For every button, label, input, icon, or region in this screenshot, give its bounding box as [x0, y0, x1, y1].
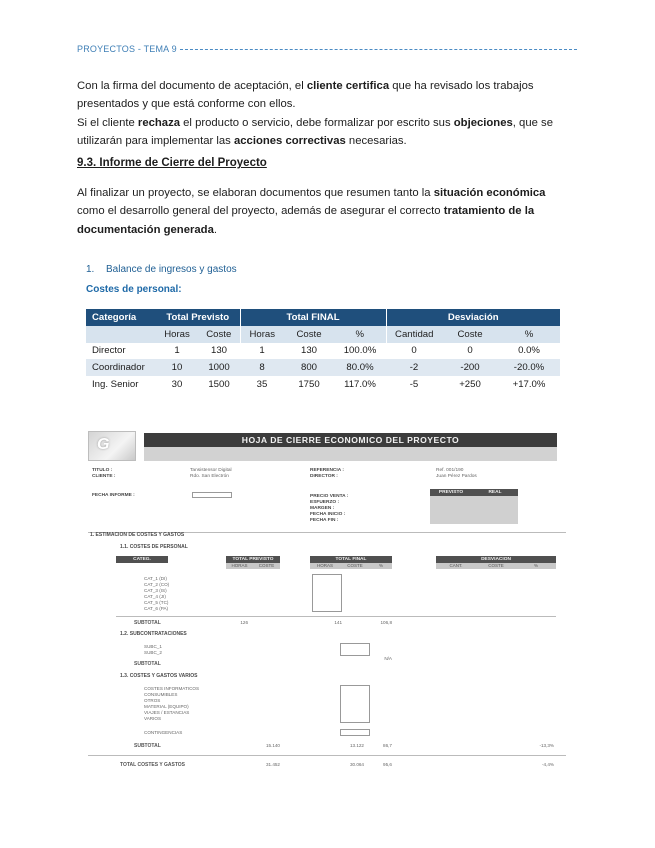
company-logo-icon	[88, 431, 136, 461]
cell-dev-qty: -2	[386, 359, 442, 376]
sheet-col-header: CATEG.	[116, 556, 168, 563]
table-row	[86, 359, 560, 376]
cell-dev-qty: 0	[411, 345, 417, 357]
sheet-total-label: TOTAL COSTES Y GASTOS	[120, 762, 186, 768]
personal-costs-table	[86, 309, 560, 392]
cell-final-pct: 117.0%	[344, 378, 376, 390]
intro-text: necesarias.	[345, 134, 407, 147]
sheet-number: 141	[334, 620, 342, 625]
field-label: REFERENCIA :	[310, 468, 344, 473]
cell-dev-qty: -5	[409, 378, 419, 390]
scanned-closing-sheet	[86, 428, 569, 776]
sheet-row-label: CONTINGENCIAS	[144, 730, 183, 735]
subcol-dev-qty: Cantidad	[386, 326, 442, 343]
header-label: PROYECTOS - TEMA 9	[77, 44, 177, 54]
table-row	[86, 376, 560, 393]
sheet-entry-box	[312, 574, 342, 612]
cell-category: Coordinador	[86, 359, 156, 376]
intro-text: Si el cliente	[77, 116, 138, 129]
sheet-number: -13,3%	[539, 743, 554, 748]
intro-bold: objeciones	[453, 116, 513, 129]
sheet-number: 86,7	[383, 743, 392, 748]
intro-bold: cliente certifica	[306, 80, 390, 92]
cell-final-hours: 8	[240, 359, 284, 376]
costs-label: Costes de personal:	[86, 284, 182, 295]
field-label: MARGEN :	[310, 506, 335, 511]
subcol-planned-cost: Coste	[198, 326, 240, 343]
date-box	[192, 492, 232, 498]
sheet-subcol-header: %	[370, 563, 392, 569]
sheet-number: 15.140	[265, 743, 280, 748]
sheet-subcol-header: HORAS	[226, 563, 253, 569]
cell-final-hours: 35	[256, 378, 268, 390]
cell-final-pct: 100.0%	[343, 345, 377, 357]
sheet-row-label: VIAJES / ESTANCIAS	[144, 710, 190, 715]
field-value: Juan Pérez Pardos	[436, 474, 477, 479]
sheet-title: HOJA DE CIERRE ECONOMICO DEL PROYECTO	[144, 433, 557, 447]
intro-text: el producto o servicio, debe formalizar por escrito sus	[180, 116, 454, 129]
field-label: CLIENTE :	[92, 474, 116, 479]
sheet-subcol-header: %	[516, 563, 556, 569]
closing-text: .	[213, 223, 217, 236]
table-row	[86, 343, 560, 360]
cell-planned-cost: 1000	[198, 359, 240, 376]
sheet-subcol-header: COSTE	[253, 563, 280, 569]
cell-dev-pct: +17.0%	[512, 378, 546, 390]
cell-category: Ing. Senior	[92, 378, 139, 390]
list-item	[86, 264, 237, 275]
sheet-subtotal-label: SUBTOTAL	[134, 620, 161, 626]
sheet-subcol-header: COSTE	[340, 563, 370, 569]
intro-text: que ha revisado los trabajos presentados y que está conforme con ellos.	[77, 80, 534, 111]
field-label: TITULO :	[92, 468, 113, 473]
sheet-number: -4,4%	[541, 762, 554, 767]
col-deviation: Desviación	[386, 309, 560, 326]
cell-dev-cost: -200	[442, 359, 498, 376]
logo-letter: G	[97, 436, 110, 453]
sheet-col-header: TOTAL FINAL	[310, 556, 392, 563]
intro-text: Con la firma del documento de aceptación, el	[77, 80, 307, 92]
cell-planned-hours: 1	[174, 345, 180, 357]
sheet-subsection-title: 1.2. SUBCONTRATACIONES	[120, 631, 187, 637]
header-dashed-rule	[180, 49, 577, 50]
sheet-number: N/A	[384, 656, 392, 661]
sheet-entry-box	[340, 685, 370, 723]
sheet-section-title: 1. ESTIMACION DE COSTES Y GASTOS	[90, 532, 185, 538]
sheet-number: 31.452	[265, 762, 280, 767]
sheet-row-label: OTROS	[144, 698, 161, 703]
field-value: Ref. 001/190	[436, 468, 464, 473]
col-category: Categoría	[86, 309, 156, 326]
divider	[88, 755, 566, 756]
sheet-col-header: DESVIACION	[436, 556, 556, 563]
sheet-row-label: CAT_2 (CO)	[144, 582, 170, 587]
sheet-col-header: TOTAL PREVISTO	[226, 556, 280, 563]
cell-final-pct: 80.0%	[334, 359, 386, 376]
sheet-subsection-title: 1.1. COSTES DE PERSONAL	[120, 544, 188, 550]
field-value: Rdo. San Electrón	[190, 474, 229, 479]
field-label: DIRECTOR :	[310, 474, 338, 479]
cell-planned-cost: 1500	[208, 378, 230, 390]
closing-text: Al finalizar un proyecto, se elaboran documentos que resumen tanto la	[77, 187, 434, 199]
subcol-dev-cost: Coste	[442, 326, 498, 343]
real-header: REAL	[472, 489, 518, 496]
sheet-row-label: CONSUMIBLES	[144, 692, 178, 697]
page-header	[77, 44, 577, 54]
cell-dev-pct: 0.0%	[518, 345, 540, 357]
closing-bold: situación económica	[433, 187, 546, 199]
closing-paragraph	[77, 184, 569, 239]
field-label: FECHA INICIO :	[310, 512, 346, 517]
sheet-subsection-title: 1.3. COSTES Y GASTOS VARIOS	[120, 673, 198, 679]
sheet-subcol-header: HORAS	[310, 563, 340, 569]
sheet-subtotal-label: SUBTOTAL	[134, 743, 161, 749]
list-number: 1.	[86, 264, 95, 275]
field-label: FECHA INFORME :	[92, 493, 135, 498]
sheet-row-label: MATERIAL (EQUIPO)	[144, 704, 189, 709]
sheet-number: 95,6	[383, 762, 392, 767]
intro-text: , que se utilizarán para implementar las	[77, 116, 553, 147]
sheet-row-label: CAT_1 (DI)	[144, 576, 167, 581]
sheet-number: 106,8	[380, 620, 392, 625]
field-label: ESFUERZO :	[310, 500, 340, 505]
subcol-dev-pct: %	[498, 326, 560, 343]
col-planned: Total Previsto	[156, 309, 240, 326]
closing-bold: tratamiento de la documentación generada	[77, 205, 535, 236]
sheet-number: 126	[240, 620, 248, 625]
intro-bold: rechaza	[137, 116, 180, 129]
divider	[116, 616, 556, 617]
sheet-row-label: SUBC_1	[144, 644, 162, 649]
section-title: 9.3. Informe de Cierre del Proyecto	[77, 157, 267, 169]
sheet-row-label: SUBC_2	[144, 650, 162, 655]
subcol-planned-hours: Horas	[156, 326, 198, 343]
sheet-row-label: VARIOS	[144, 716, 162, 721]
subcol-final-hours: Horas	[240, 326, 284, 343]
sheet-subcol-header: CANT.	[436, 563, 476, 569]
cell-planned-hours: 30	[171, 378, 183, 390]
sheet-subcol-header: COSTE	[476, 563, 516, 569]
sheet-row-label: CAT_5 (TC)	[144, 600, 169, 605]
sheet-entry-box	[340, 729, 370, 736]
cell-dev-cost: +250	[459, 378, 481, 390]
intro-paragraph	[77, 77, 569, 150]
intro-bold: acciones correctivas	[233, 134, 346, 147]
closing-text: como el desarrollo general del proyecto, además de asegurar el correcto	[77, 205, 444, 218]
field-label: FECHA FIN :	[310, 518, 339, 523]
subcol-blank	[86, 326, 156, 343]
previsto-header: PREVISTO	[430, 489, 472, 496]
cell-category: Director	[92, 345, 126, 357]
sheet-number: 13.122	[349, 743, 364, 748]
sheet-subtotal-label: SUBTOTAL	[134, 661, 161, 667]
sheet-row-label: CAT_6 (PA)	[144, 606, 169, 611]
list-item-label: Balance de ingresos y gastos	[106, 264, 237, 275]
cell-final-cost: 1750	[298, 378, 320, 390]
cell-final-hours: 1	[259, 345, 265, 357]
sheet-row-label: CAT_3 (IS)	[144, 588, 167, 593]
sheet-title-bar	[144, 447, 557, 461]
cell-planned-cost: 130	[210, 345, 227, 357]
cell-planned-hours: 10	[156, 359, 198, 376]
sheet-row-label: CAT_4 (JI)	[144, 594, 166, 599]
cell-dev-pct: -20.0%	[498, 359, 560, 376]
sheet-number: 30.064	[349, 762, 364, 767]
field-value: Tansistensor Digital	[190, 468, 232, 473]
cell-dev-cost: 0	[467, 345, 473, 357]
col-final: Total FINAL	[240, 309, 386, 326]
field-label: PRECIO VENTA :	[310, 494, 349, 499]
subcol-final-cost: Coste	[284, 326, 334, 343]
cell-final-cost: 800	[284, 359, 334, 376]
sheet-entry-box	[340, 643, 370, 656]
sheet-row-label: COSTES INFORMATICOS	[144, 686, 200, 691]
cell-final-cost: 130	[300, 345, 317, 357]
summary-values-block	[430, 496, 518, 524]
subcol-final-pct: %	[334, 326, 386, 343]
